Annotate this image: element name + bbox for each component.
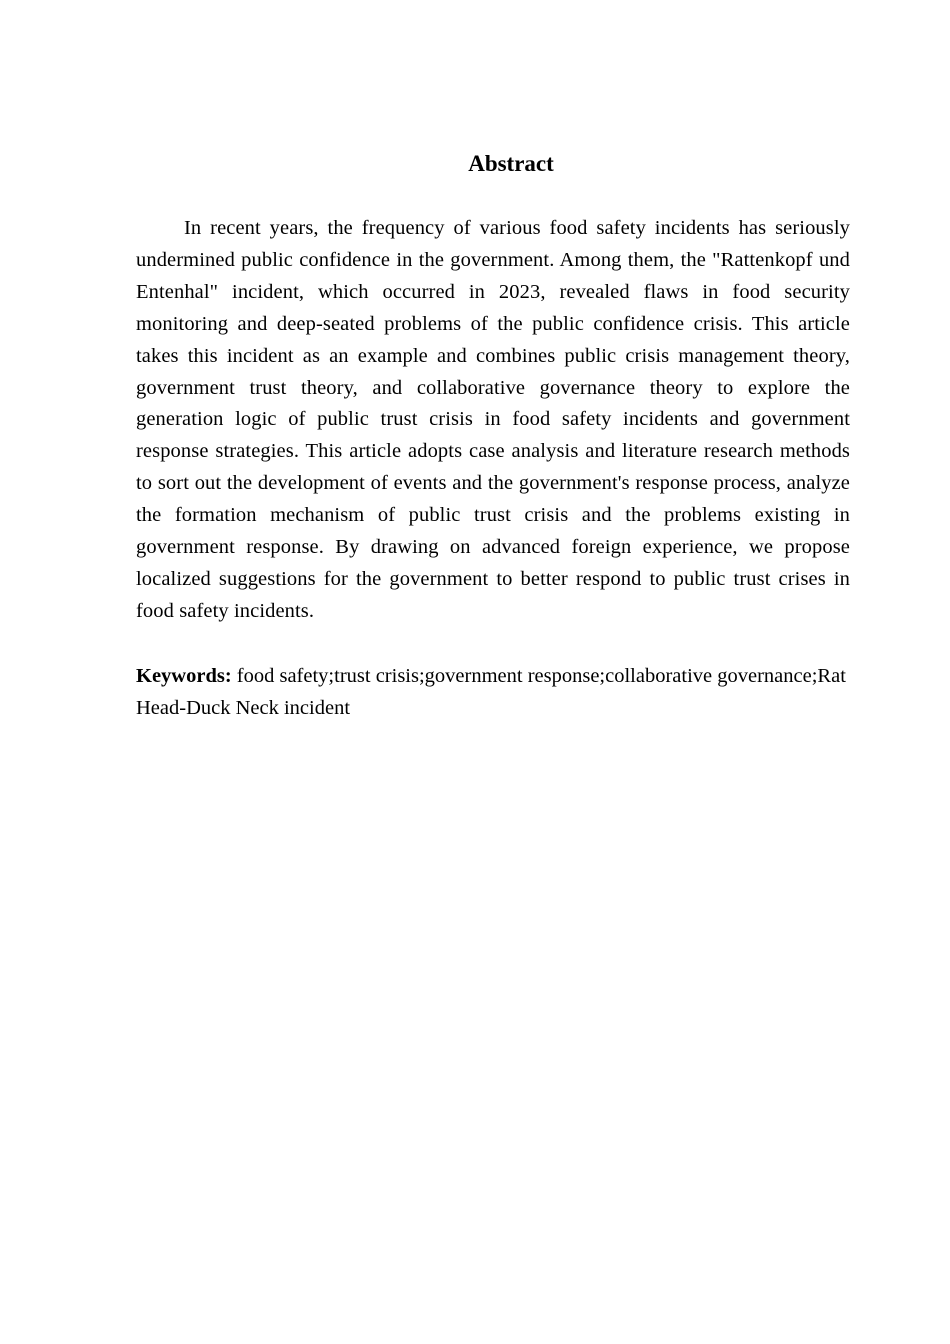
abstract-title: Abstract: [468, 151, 554, 176]
keywords-label: Keywords:: [136, 664, 232, 687]
keywords-line: [136, 661, 850, 725]
abstract-body: In recent years, the frequency of various food safety incidents has seriously undermined public confidence in the government. Among them, the "Rattenkopf und Entenhal" incident, which occurred in 2023, revealed flaws in food security monitoring and deep-seated problems of the public confidence crisis. This article takes this incident as an example and combines public crisis management theory, government trust theory, and collaborative governance theory to explore the generation logic of public trust crisis in food safety incidents and government response strategies. This article adopts case analysis and literature research methods to sort out the development of events and the government's response process, analyze the formation mechanism of public trust crisis and the problems existing in government response. By drawing on advanced foreign experience, we propose localized suggestions for the government to better respond to public trust crises in food safety incidents.: [136, 217, 850, 622]
abstract-section: [136, 148, 850, 725]
keywords-text: food safety;trust crisis;government response;collaborative governance;Rat Head-Duck Neck incident: [136, 664, 846, 719]
